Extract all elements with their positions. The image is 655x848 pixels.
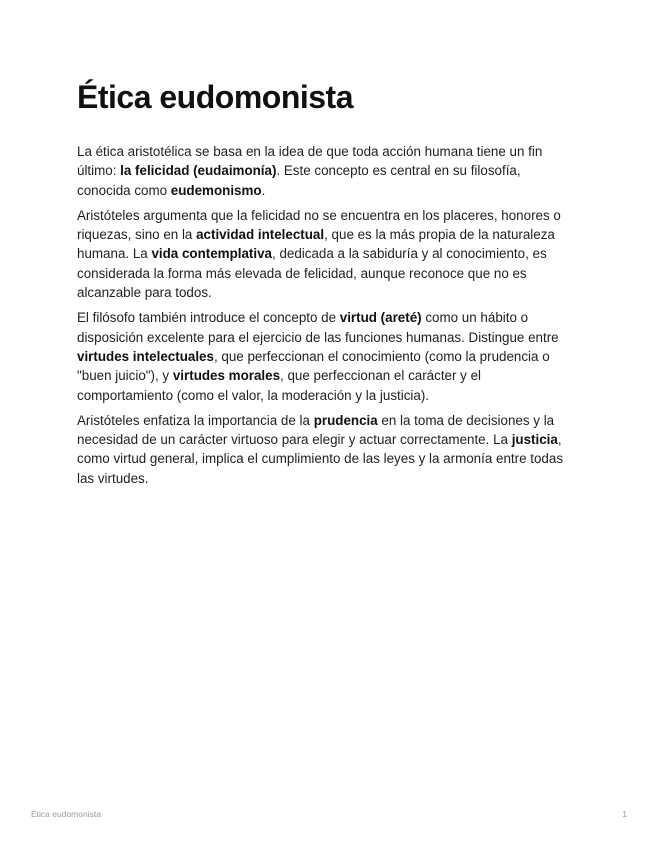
bold-term-prudencia: prudencia (313, 412, 378, 428)
footer-document-title: Ética eudomonista (31, 809, 101, 819)
paragraph-3 (77, 308, 577, 404)
bold-term-eudemonismo: eudemonismo (170, 182, 262, 198)
bold-term-actividad-intelectual: actividad intelectual (196, 227, 325, 243)
paragraph-4 (77, 411, 577, 488)
bold-term-felicidad: la felicidad (eudaimonía) (120, 163, 277, 179)
paragraph-2 (77, 206, 577, 302)
paragraph-text: en la toma de decisiones y la necesidad de un carácter virtuoso para elegir y actuar correctamente. La (77, 412, 555, 448)
paragraph-text: , como virtud general, implica el cumplimiento de las leyes y la armonía entre todas las virtudes. (77, 432, 564, 486)
paragraph-text: , que perfeccionan el carácter y el comportamiento (como el valor, la moderación y la justicia). (77, 368, 482, 403)
paragraph-text: , que perfeccionan el conocimiento (como la prudencia o "buen juicio"), y (77, 348, 550, 384)
paragraph-text: Aristóteles enfatiza la importancia de la (77, 412, 314, 428)
bold-term-justicia: justicia (511, 432, 558, 448)
paragraph-1 (77, 142, 577, 200)
bold-term-virtudes-intelectuales: virtudes intelectuales (77, 348, 214, 364)
paragraph-text: , que es la más propia de la naturaleza humana. La (77, 227, 555, 262)
paragraph-text: La ética aristotélica se basa en la idea de que toda acción humana tiene un fin último: (77, 144, 543, 179)
paragraph-text: . (261, 182, 266, 198)
bold-term-virtudes-morales: virtudes morales (172, 368, 281, 384)
paragraph-text: . Este concepto es central en su filosofía, conocida como (77, 163, 521, 198)
bold-term-virtud: virtud (areté) (339, 310, 422, 326)
footer-page-number: 1 (622, 809, 627, 819)
paragraph-text: El filósofo también introduce el concepto de (77, 310, 340, 326)
document-body (77, 142, 577, 494)
paragraph-text: como un hábito o disposición excelente para el ejercicio de las funciones humanas. Distingue entre (77, 310, 559, 345)
bold-term-vida-contemplativa: vida contemplativa (151, 246, 273, 262)
page-title: Ética eudomonista (77, 79, 353, 115)
paragraph-text: Aristóteles argumenta que la felicidad no se encuentra en los placeres, honores o riquezas, sino en la (77, 207, 561, 243)
paragraph-text: , dedicada a la sabiduría y al conocimiento, es considerada la forma más elevada de felicidad, aunque reconoce que no es alcanzable para todos. (77, 246, 547, 301)
